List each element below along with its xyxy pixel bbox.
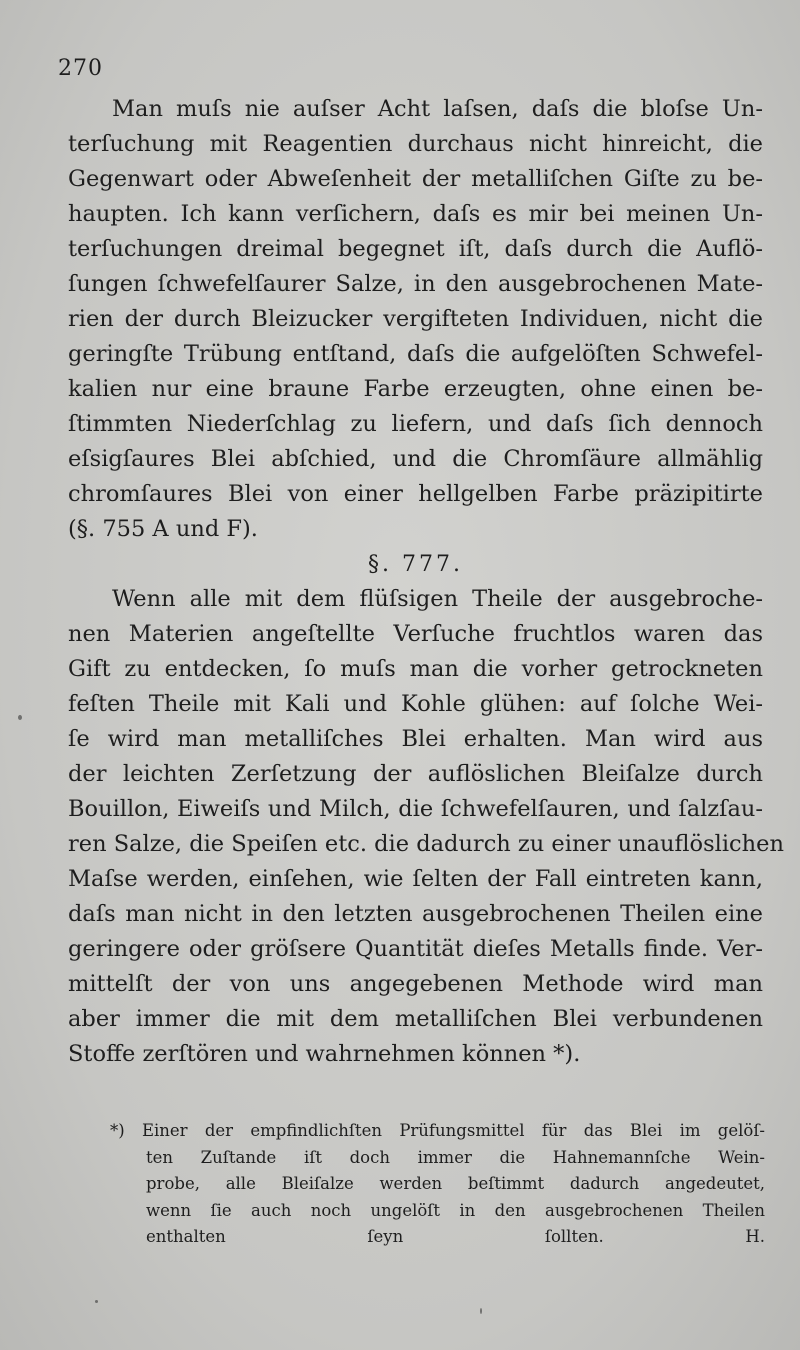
main-text	[68, 92, 784, 1072]
text-line: ſtimmten Niederſchlag zu liefern, und daſs ſich dennoch	[68, 411, 763, 437]
text-line: Bouillon, Eiweiſs und Milch, die ſchwefelſauren, und ſalzſau-	[68, 796, 763, 822]
page-number: 270	[58, 56, 103, 81]
text-line: geringere oder gröſsere Quantität dieſes Metalls finde. Ver-	[68, 936, 763, 962]
text-line: ſe wird man metalliſches Blei erhalten. Man wird aus	[68, 726, 763, 752]
text-line: aber immer die mit dem metalliſchen Blei verbundenen	[68, 1006, 763, 1032]
text-line: rien der durch Bleizucker vergifteten Individuen, nicht die	[68, 306, 763, 332]
footnote-line: wenn ſie auch noch ungelöſt in den ausgebrochenen Theilen	[146, 1200, 765, 1220]
text-line: (§. 755 A und F).	[68, 516, 258, 542]
footnote-signature: H.	[745, 1227, 765, 1246]
footnote-line: probe, alle Bleiſalze werden beſtimmt dadurch angedeutet,	[146, 1174, 765, 1193]
footnote-line: *) Einer der empfindlichſten Prüfungsmittel für das Blei im gelöſ-	[110, 1121, 765, 1140]
paragraph-1	[68, 92, 763, 547]
text-line: haupten. Ich kann verſichern, daſs es mir bei meinen Un-	[68, 201, 763, 227]
footnote-line: enthalten ſeyn ſollten.	[146, 1227, 604, 1246]
text-line: nen Materien angeſtellte Verſuche fruchtlos waren das	[68, 621, 763, 647]
paper-speck	[480, 1308, 482, 1314]
footnote-last-line	[110, 1224, 765, 1251]
text-line: Maſse werden, einſehen, wie ſelten der Fall eintreten kann,	[68, 866, 763, 892]
text-line: mittelſt der von uns angegebenen Methode wird man	[68, 971, 763, 997]
text-line: eſsigſaures Blei abſchied, und die Chromſäure allmählig	[68, 446, 763, 472]
text-line: Wenn alle mit dem flüſsigen Theile der ausgebroche-	[112, 586, 763, 612]
footnote-line: ten Zuſtande iſt doch immer die Hahnemannſche Wein-	[146, 1147, 765, 1167]
text-line: kalien nur eine braune Farbe erzeugten, ohne einen be-	[68, 376, 763, 402]
text-line: daſs man nicht in den letzten ausgebrochenen Theilen eine	[68, 901, 763, 927]
footnote	[110, 1118, 765, 1251]
text-line: geringſte Trübung entſtand, daſs die aufgelöſten Schwefel-	[68, 341, 763, 367]
text-line: terſuchung mit Reagentien durchaus nicht hinreicht, die	[68, 131, 763, 157]
text-line: Stoffe zerſtören und wahrnehmen können *).	[68, 1041, 581, 1067]
text-line: ſungen ſchwefelſaurer Salze, in den ausgebrochenen Mate-	[68, 271, 763, 297]
paper-speck	[18, 715, 22, 720]
text-line: Gegenwart oder Abweſenheit der metalliſchen Giſte zu be-	[68, 166, 763, 192]
text-line: ren Salze, die Speiſen etc. die dadurch zu einer unauflöslichen	[68, 831, 784, 857]
text-line: Gift zu entdecken, ſo muſs man die vorher getrockneten	[68, 656, 763, 682]
paper-speck	[95, 1300, 98, 1303]
text-line: der leichten Zerſetzung der auflöslichen Bleiſalze durch	[68, 761, 763, 787]
text-line: feſten Theile mit Kali und Kohle glühen: auf ſolche Wei-	[68, 691, 763, 717]
text-line: terſuchungen dreimal begegnet iſt, daſs durch die Auflö-	[68, 236, 763, 262]
text-line: Man muſs nie auſser Acht laſsen, daſs die bloſse Un-	[112, 96, 763, 122]
paragraph-2	[68, 582, 784, 1072]
section-heading: §. 777.	[368, 552, 463, 577]
text-line: chromſaures Blei von einer hellgelben Farbe präzipitirte	[68, 481, 763, 507]
